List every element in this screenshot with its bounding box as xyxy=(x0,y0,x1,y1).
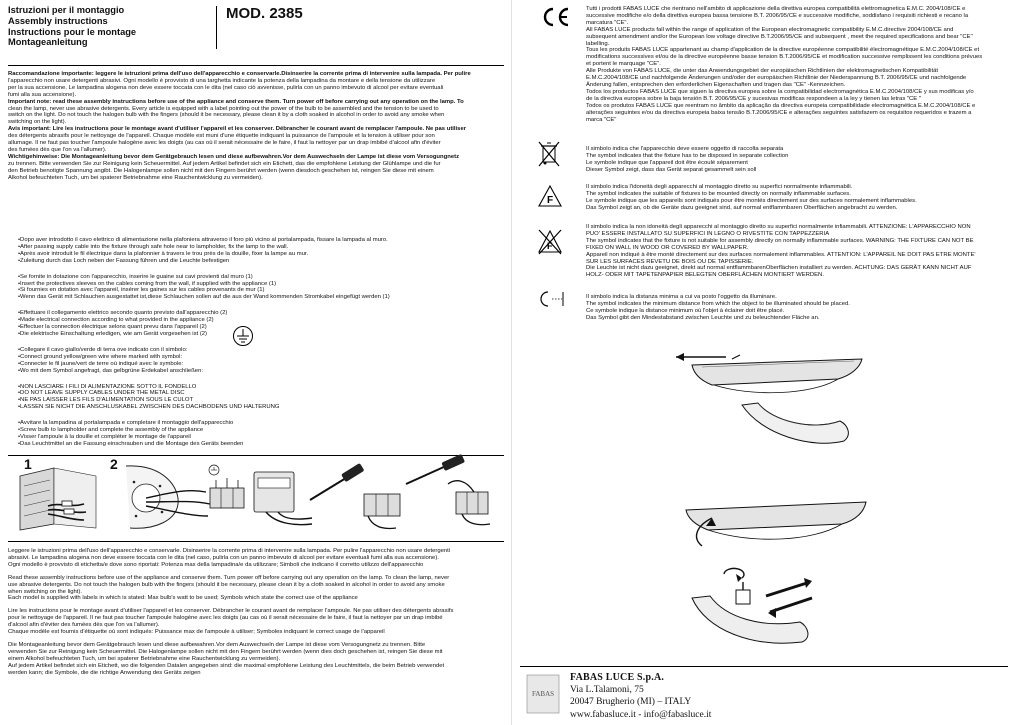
header-rule xyxy=(8,65,504,66)
title-de: Montageanleitung xyxy=(8,37,88,48)
symbol-distance-text xyxy=(586,294,1016,322)
step-line: •Effectuer la connection électrique selons quant prevu dans l'appareil (2) xyxy=(18,324,207,331)
fixture-bowl-removal-illustration xyxy=(662,345,892,453)
step-line: •Wo mit dem Symbol angefragt, das gelbgrüne Erdekabel anschließen: xyxy=(18,367,203,374)
wall-cables-sleeves-illustration xyxy=(18,466,98,532)
ce-line: labelling. xyxy=(586,40,610,47)
symbol-line: Il simbolo indica la distanza minima a cui va posto l'oggetto da illuminare. xyxy=(586,294,777,300)
ce-line: subsequent amendment and/or the European low voltage directive B.T.2006/95/CE and subsequent , meet the required specifications and bear "CE" xyxy=(586,33,973,40)
step-line: •Après avoir introduit le fil électrique dans la plafonnier à travers le trou près de la douille, fixer la lampe au mur. xyxy=(18,250,309,257)
step-electrical xyxy=(18,310,318,338)
ce-line: E.M.C.2004/108/CE und nachfolgende Änderungen und/oder der europäischen Richtlinie der Niederspannung B.T. 2006/95/CE und nachfolgende xyxy=(586,75,967,82)
ce-line: Tutti i prodotti FABAS LUCE che rientrano nell'ambito di applicazione della direttiva europea compatibilità elettromagnetica E.M.C. 2004/108/CE e xyxy=(586,6,966,12)
electrical-connection-illustration xyxy=(106,458,504,538)
intro-line: zu trennen. Bitte verwenden Sie zur Reinigung kein Scheuermittel. Auf jedem Artikel befindet sich ein Etichett, das die empfohlene Leistung der Glühlampe und die fur xyxy=(8,160,441,167)
step-line: •Wenn das Gerät mit Schlauchen ausgestattet ist,diese Schlauchen sollen auf die aus der Wand kommenden Stromkabel eingefügt werden (1) xyxy=(18,294,390,301)
company-city: 20047 Brugherio (MI) – ITALY xyxy=(570,697,692,708)
step-fix-lamp xyxy=(18,237,388,265)
symbol-line: Ce symbole indique la distance minimum où l'objet à éclairer doit être placé. xyxy=(586,307,785,314)
symbol-line: The symbol indicates that the fixture has to be disposed in separate collection xyxy=(586,152,789,159)
step-line: •Si fournies en dotation avec l'appareil, insérer les gaines sur les cables provenants de mur (1) xyxy=(18,287,265,294)
header-divider xyxy=(216,6,217,49)
step-line: •NE PAS LAISSER LES FILS D'ALIMENTATION SOUS LE CULOT xyxy=(18,397,194,404)
intro-line: den Betrieb benotigte Spannung angibt. Die Halogenlampe sollen nicht mit den Fingern berührt werden (wenn diesdoch geschehen ist, reingen Sie diese mit einem xyxy=(8,167,434,174)
intro-line: Avis important: Lire les instructions pour le montage avant d'utiliser l'appareil et les conserver. Débrancher le courant avant de remplacer l'ampoule. Ne pas utiliser xyxy=(8,126,467,133)
company-web: www.fabasluce.it - info@fabasluce.it xyxy=(570,709,712,720)
step-line: •Dopo aver introdotto il cavo elettrico di alimentazione nella plafoniera attraverso il foro più vicino al portalampada, fissare la lampada al muro. xyxy=(18,237,388,243)
symbol-line: Dieser Symbol zeigt, dass das Gerät separat gesammelt sein soll xyxy=(586,166,757,173)
symbol-flammable-ok-text xyxy=(586,184,1016,212)
step-line: •Collegare il cavo giallo/verde di terra ove indicato con il simbolo: xyxy=(18,346,188,353)
step-line: •After passing supply cable into the fixture through safe hole near to lampholder, fix the lamp to the wall. xyxy=(18,243,289,250)
intro-line: des fumées dès que l'on va l'allumer). xyxy=(8,146,107,153)
ce-line: et portent le marquage "CE". xyxy=(586,61,661,68)
ce-line: successive modifiche e/o della direttiva europea bassa tensione B.T. 2006/95/CE e successive modifiche, soddisfano i requisiti richiesti e recano la xyxy=(586,12,969,19)
usage-line: Read these assembly instructions before use of the appliance and conserve them. Turn power off before carrying out any operation on the lamp. To clean the lamp, never xyxy=(8,574,450,581)
ce-line: Tous les produits FABAS LUCE appartenant au champ d'application de la directive européenne compatibilité électromagnétique E.M.C.2004/108/CE et xyxy=(586,47,980,54)
usage-line: Leggere le istruzioni prima dell'uso dell'apparecchio e conservarle. Disinserire la corrente prima di intervenire sulla lampada. Per pulire l'apparecchio non usare detergenti xyxy=(8,548,451,554)
usage-block-de xyxy=(8,642,504,677)
figures-top-rule xyxy=(8,455,504,456)
step-line: •Made electrical connection according to what provided in the appliance (2) xyxy=(18,317,214,324)
step-line: •Insert the protectives sleeves on the cables coming from the wall, if supplied with the appliance (1) xyxy=(18,280,277,287)
svg-text:F: F xyxy=(547,195,554,206)
model-number: MOD. 2385 xyxy=(226,5,303,22)
crossed-bin-icon xyxy=(537,140,561,168)
symbol-line: Le symbole indique que les appareils sont indiqués pour être montés directement sur des surfaces normalement inflammables. xyxy=(586,197,917,204)
logo-text: FABAS xyxy=(531,690,555,698)
figure-1-label: 1 xyxy=(24,456,32,472)
intro-line: Important note: read these assembly instructions before use of the appliance and conserve them. Turn power off before carrying out any operation on the lamp. To xyxy=(8,98,464,105)
ce-line: marca "CE" xyxy=(586,116,617,123)
step-line: •DO NOT LEAVE SUPPLY CABLES UNDER THE METAL DISC xyxy=(18,390,185,397)
usage-line: Chaque modèle est fournis d'étiquette où sont indiqués: Puissance max de l'ampoule à utiliser; Symboles indiquant le correct usage de l'appareil xyxy=(8,629,385,636)
usage-line: Ogni modello è provvisto di etichetta/e dove sono riportati: Potenza max della lampadina/e da utilizzare; Simboli che indicano il corretto utilizzo dell'apparecchio xyxy=(8,561,424,568)
intro-line: fumi alla sua accensione). xyxy=(8,91,77,98)
intro-line: switch on the light. Do not touch the halogen bulb with the fingers (should it be necessary, please clean it by a cloth soaked in alcohol in order to avoid any smoke when xyxy=(8,112,445,119)
company-street: Via L.Talamoni, 75 xyxy=(570,685,644,696)
step-sleeves xyxy=(18,273,390,302)
usage-notes xyxy=(8,548,504,683)
ce-line: Alle Produkte von FABAS LUCE, die unter das Anwendungsgebiet der europäischen Richtlinien der elektromagnetischen Kompatibilität xyxy=(586,68,939,75)
svg-text:F: F xyxy=(547,241,553,251)
intro-notes xyxy=(8,71,504,182)
intro-line: des détergents abrasifs pour le nettoyage de l'appareil. Chaque modèle est muni d'une étiquette indiquant la puissance de l'ampoule et la tension à utiliser pour son xyxy=(8,133,435,140)
step-line: •Die elektrische Einschaltung erledigen, wie am Gerät vorgesehen ist (2) xyxy=(18,330,208,337)
f-triangle-icon xyxy=(537,184,563,208)
usage-line: Each model is supplied with labels in which is stated: Max bulb's watt to be used; Symbols which state the correct use of the appliance xyxy=(8,595,358,602)
usage-line: abrasivi. Le lampadina alogena non deve essere toccata con le dita (nel caso, pulirla con un panno imbevuto di alcool per evitare eventuali fumi alla sua accensione). xyxy=(8,554,439,561)
step-line: •Connecter le fil jaune/vert de terre où indiqué avec le symbole: xyxy=(18,360,184,367)
symbol-line: The symbol indicates the suitable of fixtures to be mounted directly on normally inflammable surfaces. xyxy=(586,190,851,197)
usage-line: Die Montageanleitung bevor dem Gerätgebrauch lesen und diese aufbewahren.Vor dem Auswechseln der Lampe ist diese vom Versogungnetz zu trennen. Bitte xyxy=(8,641,426,648)
footer-rule xyxy=(520,666,1008,667)
title-it: Istruzioni per il montaggio xyxy=(8,5,125,15)
symbol-line: The symbol indicates the minimum distance from which the object to be illuminated should be placed. xyxy=(586,300,850,307)
right-page xyxy=(512,0,1024,725)
ce-compliance-text xyxy=(586,6,1016,123)
step-line: •NON LASCIARE I FILI DI ALIMENTAZIONE SOTTO IL FONDELLO xyxy=(18,383,197,390)
step-screw-bulb xyxy=(18,420,318,448)
ce-line: Todos os produtos FABAS LUCE que reentram no âmbito da aplicação da directiva europeia compatibilidade electromagnética E.M.C.2004/108/CE e xyxy=(586,102,976,109)
step-line: •Connect ground yellow/green wire where marked with symbol: xyxy=(18,353,183,360)
intro-line: switching on the light). xyxy=(8,119,67,126)
ce-line: All FABAS LUCE products fall within the range of application of the European electromagnetic compatibility E.M.C.directive 2004/108/CE and xyxy=(586,26,954,33)
intro-line: Wichtigehinweise: Die Montageanleitung bevor dem Gerätgebrauch lesen und diese aufbewahren.Vor dem Auswechseln der Lampe ist diese vom Versogungnetz xyxy=(8,153,460,160)
distance-lamp-icon xyxy=(542,290,566,308)
step-warning-cables xyxy=(18,384,318,412)
step-line: •Avvitare la lampadina al portalampada e completare il montaggio dell'apparecchio xyxy=(18,420,234,427)
symbol-line: SUR LES SURFACES REVETU DE BOIS OU DE TAPISSERIE. xyxy=(586,258,754,265)
intro-line: Raccomandazione importante: leggere le istruzioni prima dell'uso dell'apparecchio e conservarle.Disinserire la corrente prima di intervenire sulla lampada. Per pulire xyxy=(8,71,471,77)
figures-bottom-rule xyxy=(8,541,504,542)
usage-line: einem Alkohol befeuchteten Tuch, um bei spaterer Betriebnahme eine Rauchentwicklung zu vermeiden). xyxy=(8,655,281,662)
step-ground xyxy=(18,347,318,375)
usage-line: Lire les instructions pour le montage avant d'utiliser l'appareil et les conserver. Débrancher le courant avant de remplacer l'ampoule. Ne pas utiliser des détergents abrasifs xyxy=(8,608,454,615)
symbol-line: HOLZ- ODER MIT TAPETENPAPIER BELEGTEN OBERFLÄCHEN MONTIERT WERDEN. xyxy=(586,272,824,279)
step-line: •Visser l'ampoule à la douille et compléter le montage de l'appareil xyxy=(18,433,191,440)
symbol-line: FIXED ON WALL IN WOOD OR COVERED BY WALLPAPER. xyxy=(586,244,749,251)
ce-line: de la directiva europea sobre la baja tensión B.T. 2006/95/CE y sucesivas modificas respondeen a la ley y tienen las letras "CE " xyxy=(586,95,921,102)
crossed-f-triangle-icon xyxy=(537,228,563,256)
usage-block-fr xyxy=(8,608,504,636)
intro-line: clean the lamp, never use abrasive detergents. Every article is equipped with a label pointing out the power of the bulb to be assembled and the tension to be used to xyxy=(8,105,439,112)
usage-line: pour le nettoyage de l'appareil. Il ne faut pas toucher l'ampoule halogène avec les doigts (au cas où il serait nécessaire de le faire, il faut la nettoyer par un drap imbibé xyxy=(8,615,443,622)
step-line: •Se fornite in dotazione con l'apparecchio, inserire le guaine sui cavi provienti dal muro (1) xyxy=(18,273,253,280)
header-titles xyxy=(8,5,213,48)
symbol-disposal-text xyxy=(586,146,1016,174)
company-name: FABAS LUCE S.p.A. xyxy=(570,672,665,683)
ground-symbol-icon xyxy=(232,325,254,347)
title-en: Assembly instructions xyxy=(8,15,108,26)
usage-block-en xyxy=(8,575,504,603)
ce-line: Todos los productos FABAS LUCE que siguen la directiva europea sobre la compatibilidad electromagnética E.M.C.2004/108/CE y sus modificas y/o xyxy=(586,88,974,95)
symbol-line: Das Symbol zeigt an, ob die Geräte dazu geeignet sind, auf normal entflammbaren Oberflächen angebracht zu werden. xyxy=(586,204,898,211)
usage-block-it xyxy=(8,548,504,569)
symbol-line: Die Leuchte ist nicht dazu geeignet, direkt auf normal entflammbarenOberflächen installiert zu werden. ACHTUNG: DAS GERÄT KANN NICHT AUF xyxy=(586,265,972,272)
figure-2-label: 2 xyxy=(110,456,118,472)
ce-line: Änderung fallen, entsprechen den erforderlichen Eigenschaften und tragen das "CE" -Kennzeichen. xyxy=(586,81,846,88)
step-line: •LASSEN SIE NICHT DIE ANSCHLUSKABEL ZWISCHEN DES DACHBODENS UND HALTERUNG xyxy=(18,404,280,411)
intro-line: per la sua accensione. Le lampadina alogena non deve essere toccata con le dita (nel caso ciò avvenisse, pulirla con un panno imbevuto di alcool per evitare eventuali xyxy=(8,84,444,91)
assembly-steps xyxy=(18,237,390,457)
fabas-logo xyxy=(526,674,560,714)
company-address xyxy=(570,672,711,721)
ce-mark-icon xyxy=(541,7,571,27)
usage-line: verwenden Sie zur Reinigung kein Scheuermittel. Die Halogenlampe sollen nicht mit den Fingern berührt werden (wenn dies doch geschehen ist, reingen Sie diese mit xyxy=(8,648,443,655)
usage-line: d'alcool afin d'éviter des fumées dès que l'on va l'allumer). xyxy=(8,622,160,629)
symbol-line: Il simbolo indica la non idoneità degli apparecchi al montaggio diretto su superfici normalmente infiammabili. ATTENZIONE: L'APPARECCHIO NON xyxy=(586,224,971,230)
title-fr: Instructions pour le montage xyxy=(8,26,137,37)
usage-line: werden kann; die Symbole, die die richtige Anwendung des Geräts zeigen xyxy=(8,669,201,676)
ce-line: modifications successives et/ou de la directive européenne basse tension B.T.2006/95/CE et modification successive remplissent les conditions prévues xyxy=(586,54,983,61)
intro-line: l'apparecchio non usare detergenti abrasivi. Ogni modello è provvisto di una targhetta indicante la potenza della lampadina da montare e della tensione da utilizzare xyxy=(8,77,436,84)
usage-line: when switching on the light). xyxy=(8,588,83,595)
symbol-line: PUO' ESSERE INSTALLATO SU SUPERFICI IN LEGNO O RIVESTITE CON TAPPEZZERIA xyxy=(586,230,830,237)
intro-line: allumage. Il ne faut pas toucher l'ampoule halogène avec les doigts (au cas où il serait nécessaire de le faire, il faut la nettoyer par un drap imbibé d'alcool afin d'éviter xyxy=(8,140,441,147)
ce-line: alterações seguintes e/ou da directiva europeia baixa tensão B.T.2006/95/CE e alterações seguintes satisfazem os requisitos requeridos e trazem a xyxy=(586,109,972,116)
fixture-bulb-install-illustration xyxy=(662,490,892,660)
step-line: •Effettuare il collegamento elettrico secondo quanto previsto dall'apparecchio (2) xyxy=(18,310,228,317)
usage-line: use abrasive detergents. Do not touch the halogen bulb with the fingers (should it be necessary, please clean it by a cloth soaked in alcohol in order to avoid any smoke xyxy=(8,581,445,588)
symbol-flammable-not-ok-text xyxy=(586,224,1016,279)
usage-line: Auf jedem Artikel befindet sich ein Etichett, wo die folgenden Datalen angegeben sind: die maximal empfohlene Leistung des Leuchtmittels, die beim Betrieb verwendet xyxy=(8,662,445,669)
symbol-line: Das Symbol gibt den Mindestabstand zwischen Leuchte und zu beleuchtender Fläche an. xyxy=(586,314,820,321)
symbol-line: Il simbolo indica l'idoneità degli apparecchi al montaggio diretto su superfici normalmente infiammabili. xyxy=(586,184,853,190)
intro-line: Alkohol befeuchteten Tuch, um bei spaterer Betriebnahme eine Rauchentwicklung zu vermeiden). xyxy=(8,174,263,181)
step-line: •Screw bulb to lampholder and complete the assembly of the appliance xyxy=(18,427,204,434)
symbol-line: Le symbole indique que l'appareil doit être écoulé séparement xyxy=(586,159,748,166)
symbol-line: Appareil non indiqué à être monté directement sur des surfaces normalement inflammables. ATTENTION: L'APPAREIL NE DOIT PAS ETRE MONTE' xyxy=(586,251,976,258)
symbol-line: Il simbolo indica che l'apparecchio deve essere oggetto di raccolta separata xyxy=(586,146,784,152)
ce-line: marcatura "CE". xyxy=(586,19,629,26)
symbol-line: The symbol indicates that the fixture is not suitable for assembly directly on normally inflammable surfaces. WARNING: THE FIXTURE CAN NOT BE xyxy=(586,237,974,244)
step-line: •Das Leuchtmittel an die Fassung einschrauben und die Montage des Geräts beenden xyxy=(18,440,244,447)
step-line: •Zuleitung durch das Loch neben der Fassung führen und die Leuchte befestigen xyxy=(18,257,230,264)
